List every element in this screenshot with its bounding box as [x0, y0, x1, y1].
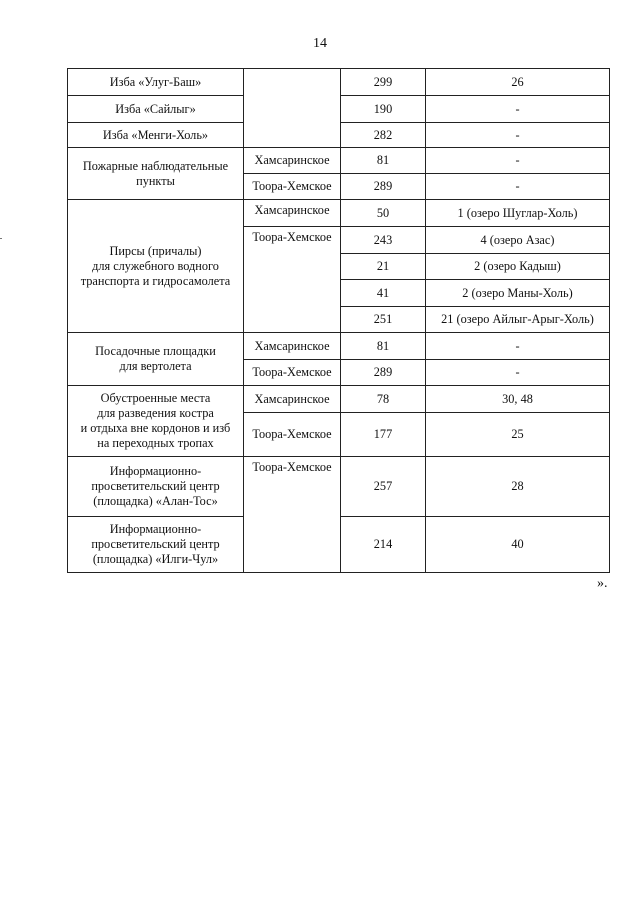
table-row	[68, 69, 610, 96]
region-cell: Тоора-Хемское	[244, 360, 341, 386]
region-cell: Хамсаринское	[244, 148, 341, 174]
value-cell: 299	[341, 69, 426, 96]
margin-mark	[0, 238, 2, 239]
facility-name-cell: Пирсы (причалы) для служебного водного транспорта и гидросамолета	[68, 200, 244, 333]
facility-name-cell: Обустроенные места для разведения костра и отдыха вне кордонов и изб на переходных тропах	[68, 386, 244, 457]
count-cell: 2 (озеро Кадыш)	[426, 254, 610, 280]
count-cell: -	[426, 96, 610, 123]
value-cell: 81	[341, 333, 426, 360]
facility-name-cell: Информационно- просветительский центр (площадка) «Илги-Чул»	[68, 517, 244, 573]
value-cell: 282	[341, 123, 426, 148]
closing-quote: ».	[597, 576, 608, 591]
count-cell: 4 (озеро Азас)	[426, 227, 610, 254]
count-cell: 21 (озеро Айлыг-Арыг-Холь)	[426, 307, 610, 333]
facility-name-cell: Изба «Сайлыг»	[68, 96, 244, 123]
facilities-table	[67, 68, 610, 573]
count-cell: 30, 48	[426, 386, 610, 413]
region-cell: Тоора-Хемское	[244, 457, 341, 573]
count-cell: 2 (озеро Маны-Холь)	[426, 280, 610, 307]
region-cell: Хамсаринское	[244, 200, 341, 227]
count-cell: -	[426, 360, 610, 386]
page-number: 14	[313, 36, 327, 51]
count-cell: 28	[426, 457, 610, 517]
facility-name-cell: Изба «Менги-Холь»	[68, 123, 244, 148]
count-cell: -	[426, 123, 610, 148]
facility-name-cell: Пожарные наблюдательные пункты	[68, 148, 244, 200]
count-cell: -	[426, 174, 610, 200]
value-cell: 251	[341, 307, 426, 333]
facility-name-cell: Посадочные площадки для вертолета	[68, 333, 244, 386]
facility-name-cell: Изба «Улуг-Баш»	[68, 69, 244, 96]
value-cell: 190	[341, 96, 426, 123]
value-cell: 50	[341, 200, 426, 227]
value-cell: 257	[341, 457, 426, 517]
region-cell: Тоора-Хемское	[244, 413, 341, 457]
count-cell: -	[426, 333, 610, 360]
table-row	[68, 333, 610, 360]
region-cell: Тоора-Хемское	[244, 227, 341, 333]
region-cell: Хамсаринское	[244, 333, 341, 360]
count-cell: 25	[426, 413, 610, 457]
table-row	[68, 457, 610, 517]
facility-name-cell: Информационно- просветительский центр (площадка) «Алан-Тос»	[68, 457, 244, 517]
count-cell: 40	[426, 517, 610, 573]
value-cell: 78	[341, 386, 426, 413]
value-cell: 177	[341, 413, 426, 457]
value-cell: 243	[341, 227, 426, 254]
region-cell: Хамсаринское	[244, 386, 341, 413]
count-cell: -	[426, 148, 610, 174]
value-cell: 289	[341, 174, 426, 200]
table-row	[68, 148, 610, 174]
count-cell: 1 (озеро Шуглар-Холь)	[426, 200, 610, 227]
table-row	[68, 200, 610, 227]
value-cell: 214	[341, 517, 426, 573]
value-cell: 41	[341, 280, 426, 307]
region-cell: Тоора-Хемское	[244, 174, 341, 200]
value-cell: 21	[341, 254, 426, 280]
value-cell: 289	[341, 360, 426, 386]
region-cell-empty	[244, 69, 341, 148]
count-cell: 26	[426, 69, 610, 96]
value-cell: 81	[341, 148, 426, 174]
table-row	[68, 386, 610, 413]
